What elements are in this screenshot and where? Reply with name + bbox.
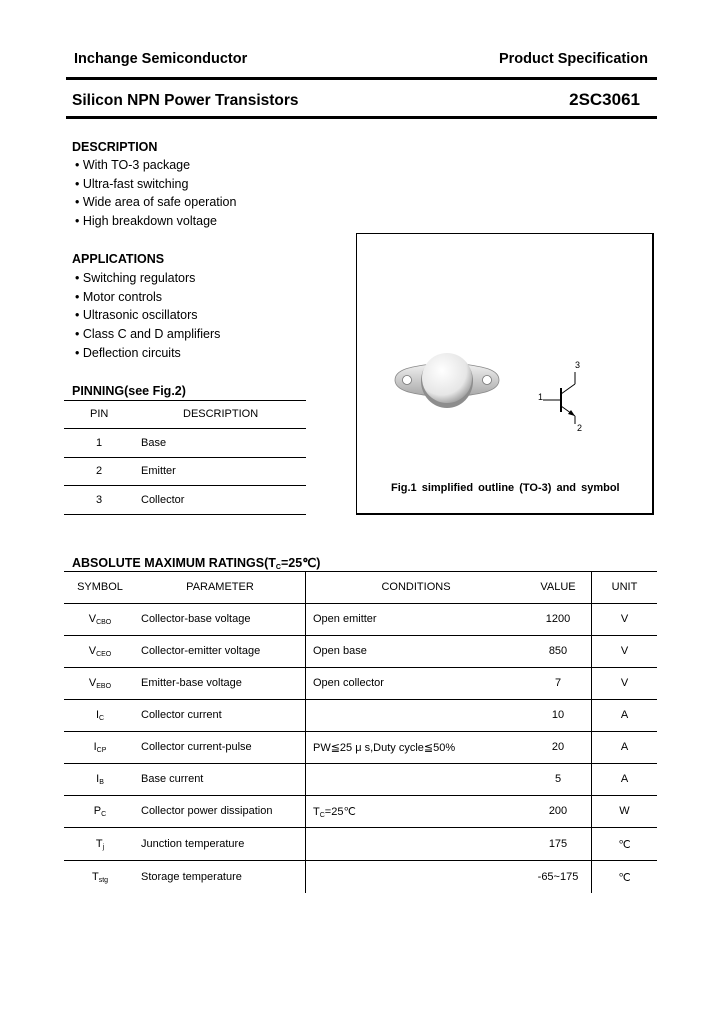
rating-condition: Open emitter (313, 613, 377, 625)
rating-value: 10 (551, 709, 565, 721)
rating-parameter: Collector power dissipation (141, 805, 273, 817)
pin-description: Base (141, 437, 167, 449)
document-type: Product Specification (498, 51, 648, 67)
ratings-rule (64, 699, 657, 700)
ratings-header-conditions: CONDITIONS (381, 581, 451, 593)
applications-title: APPLICATIONS (72, 252, 165, 266)
company-name: Inchange Semiconductor (74, 51, 248, 67)
list-item: • Ultrasonic oscillators (75, 308, 198, 323)
description-title: DESCRIPTION (72, 140, 158, 154)
rating-parameter: Collector current-pulse (141, 741, 252, 753)
rating-unit: A (620, 709, 629, 721)
list-item: • Ultra-fast switching (75, 176, 189, 191)
ratings-rule (64, 667, 657, 668)
ratings-divider (305, 571, 306, 893)
rating-parameter: Collector current (141, 709, 222, 721)
rating-parameter: Storage temperature (141, 871, 242, 883)
rating-value: 850 (548, 645, 568, 657)
rating-symbol: $I_{CP}$ (93, 741, 107, 754)
part-number: 2SC3061 (569, 90, 640, 109)
list-item: • Class C and D amplifiers (75, 327, 221, 342)
rating-condition: PW≦25 μ s,Duty cycle≦50% (313, 742, 456, 754)
pin-label-base: 1 (538, 392, 544, 402)
rating-parameter: Base current (141, 773, 204, 785)
rating-symbol: $V_{CEO}$ (88, 645, 112, 658)
figure-caption: Fig.1 simplified outline (TO-3) and symbol (391, 482, 620, 494)
pinning-rule (64, 428, 306, 429)
header-rule-top (66, 77, 657, 80)
list-item: • High breakdown voltage (75, 214, 217, 229)
pin-label-emitter: 2 (577, 423, 583, 433)
pin-description: Emitter (141, 465, 176, 477)
ratings-header-unit: UNIT (611, 581, 638, 593)
rating-symbol: $I_B$ (96, 773, 104, 786)
ratings-rule (64, 795, 657, 796)
rating-unit: V (620, 613, 629, 625)
rating-parameter: Emitter-base voltage (141, 677, 242, 689)
rating-unit: V (620, 677, 629, 689)
rating-unit: A (620, 741, 629, 753)
pinning-rule (64, 485, 306, 486)
ratings-header-symbol: SYMBOL (77, 581, 123, 593)
rating-condition: Open base (313, 645, 367, 657)
rating-unit: W (619, 805, 630, 817)
ratings-rule (64, 827, 657, 828)
rating-unit: V (620, 645, 629, 657)
list-item: • Switching regulators (75, 271, 196, 285)
rating-parameter: Collector-base voltage (141, 613, 251, 625)
rating-value: 7 (554, 677, 562, 689)
rating-unit: ℃ (618, 839, 631, 851)
description-list (75, 158, 236, 233)
rating-condition: Open collector (313, 677, 384, 689)
ratings-header-parameter: PARAMETER (186, 581, 254, 593)
ratings-header-value: VALUE (540, 581, 576, 593)
ratings-rule (64, 860, 657, 861)
ratings-rule (64, 635, 657, 636)
rating-symbol: $T_{stg}$ (91, 871, 109, 884)
list-item: • Deflection circuits (75, 345, 181, 360)
header-rule-bottom (66, 116, 657, 119)
rating-value: 20 (551, 741, 565, 753)
rating-unit: ℃ (618, 872, 631, 884)
pinning-rule (64, 400, 306, 401)
ratings-rule (64, 603, 657, 604)
product-line: Silicon NPN Power Transistors (72, 92, 299, 109)
figure-box (356, 233, 654, 515)
pin-description: Collector (141, 494, 185, 506)
list-item: • With TO-3 package (75, 158, 191, 172)
rating-condition: $T_C=25℃$ (313, 806, 356, 819)
pinning-header-description: DESCRIPTION (183, 408, 259, 420)
ratings-rule (64, 571, 657, 572)
ratings-rule (64, 763, 657, 764)
rating-symbol: $V_{EBO}$ (88, 677, 112, 690)
rating-parameter: Junction temperature (141, 838, 245, 850)
pinning-title: PINNING(see Fig.2) (72, 384, 186, 398)
pin-number: 2 (96, 465, 103, 477)
rating-symbol: $I_C$ (95, 709, 105, 722)
pinning-rule (64, 457, 306, 458)
pin-number: 1 (96, 437, 103, 449)
rating-value: 1200 (545, 613, 571, 625)
rating-parameter: Collector-emitter voltage (141, 645, 261, 657)
to3-package-image (387, 344, 507, 424)
ratings-rule (64, 731, 657, 732)
ratings-title: ABSOLUTE MAXIMUM $RATINGS(T_C=25℃)$ (72, 556, 321, 571)
rating-unit: A (620, 773, 629, 785)
list-item: • Wide area of safe operation (75, 195, 237, 210)
pin-number: 3 (96, 494, 103, 506)
applications-list (75, 271, 220, 364)
rating-value: -65~175 (537, 871, 579, 883)
list-item: • Motor controls (75, 289, 163, 304)
rating-symbol: $V_{CBO}$ (88, 613, 112, 626)
rating-value: 5 (554, 773, 562, 785)
rating-symbol: $P_C$ (93, 805, 107, 818)
pinning-rule (64, 514, 306, 515)
pinning-header-pin: PIN (90, 408, 109, 420)
pin-label-collector: 3 (575, 360, 581, 370)
rating-symbol: $T_j$ (95, 838, 105, 851)
rating-value: 200 (548, 805, 568, 817)
rating-value: 175 (548, 838, 568, 850)
